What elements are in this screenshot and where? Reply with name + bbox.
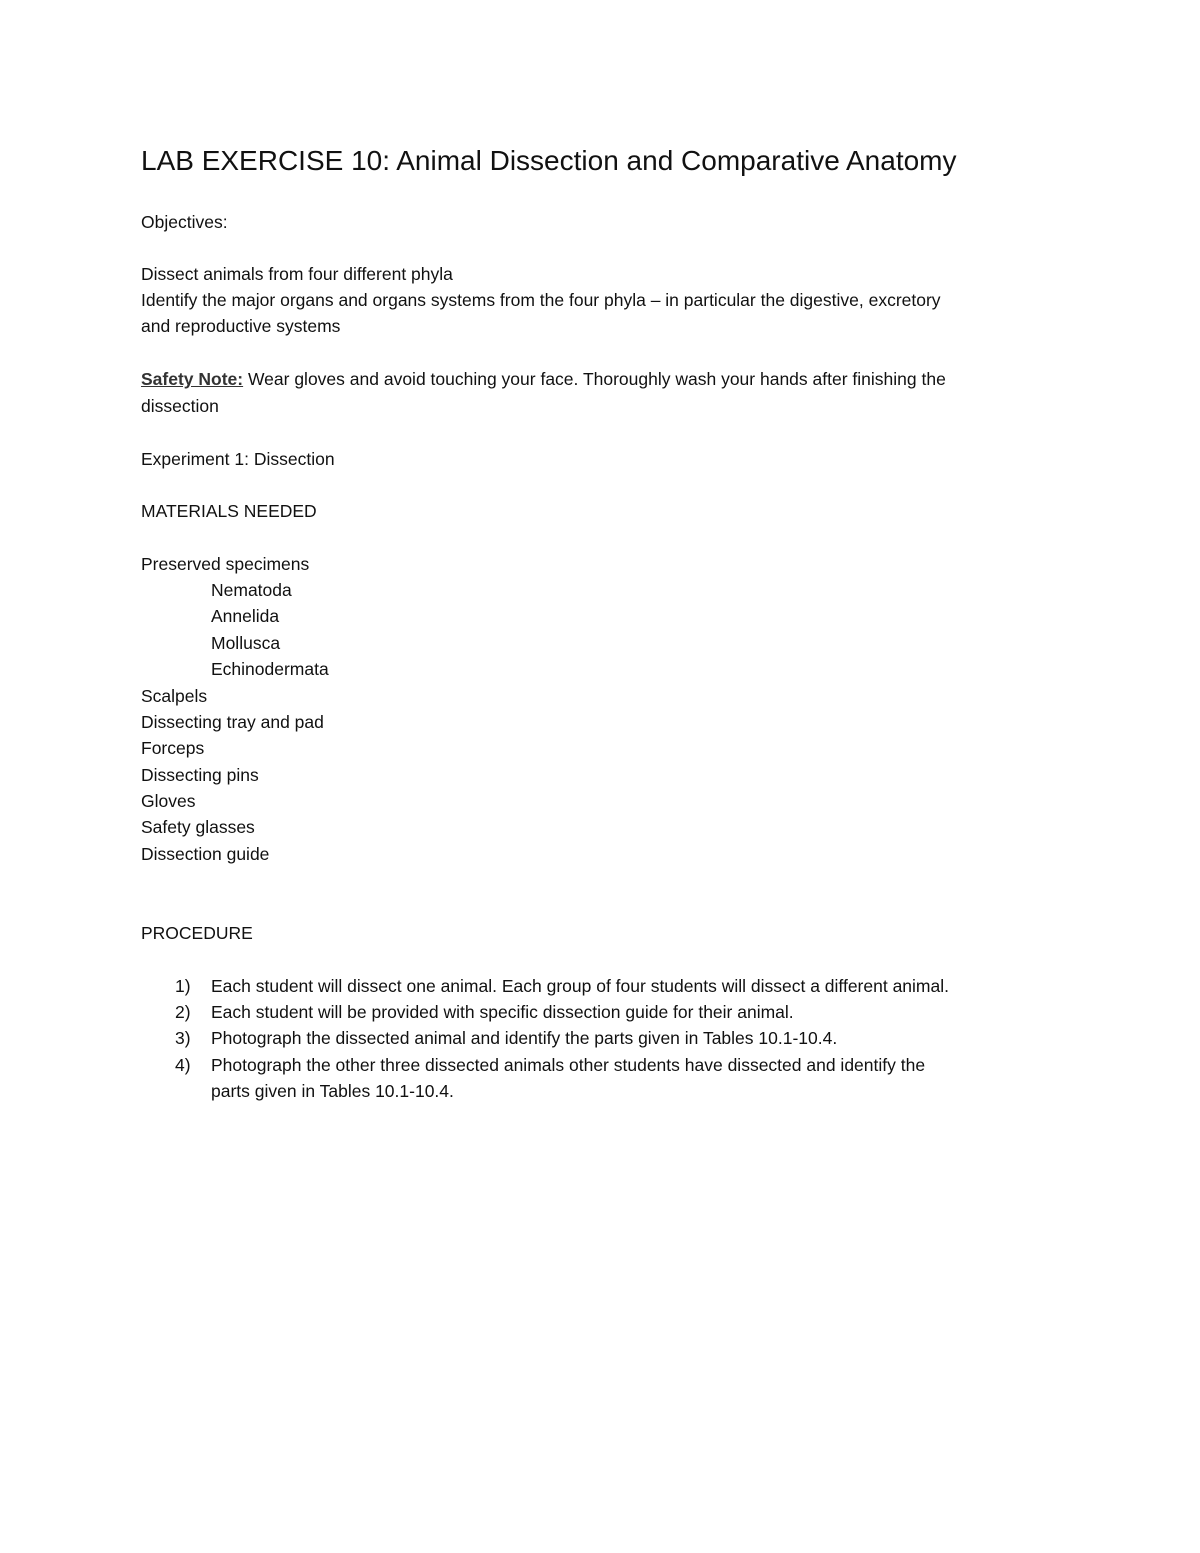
material-item: Dissecting tray and pad xyxy=(141,712,324,732)
safety-note xyxy=(141,366,946,392)
procedure-step-number: 4) xyxy=(175,1055,191,1075)
safety-note-label: Safety Note: xyxy=(141,369,244,389)
specimen-item: Mollusca xyxy=(211,633,281,653)
material-item: Dissection guide xyxy=(141,844,270,864)
procedure-step-text: Each student will be provided with specific dissection guide for their animal. xyxy=(211,1002,794,1022)
objective-item-continuation: and reproductive systems xyxy=(141,316,341,336)
procedure-step-number: 2) xyxy=(175,1002,191,1022)
material-item: Forceps xyxy=(141,738,205,758)
material-item: Dissecting pins xyxy=(141,765,259,785)
specimen-item: Echinodermata xyxy=(211,659,329,679)
materials-specimens-label: Preserved specimens xyxy=(141,554,310,574)
material-item: Scalpels xyxy=(141,686,208,706)
safety-note-text: Wear gloves and avoid touching your face. Thoroughly wash your hands after finishing the xyxy=(243,369,946,389)
material-item: Gloves xyxy=(141,791,196,811)
specimen-item: Nematoda xyxy=(211,580,292,600)
procedure-step-text: Each student will dissect one animal. Each group of four students will dissect a different animal. xyxy=(211,976,949,996)
objective-item: Identify the major organs and organs systems from the four phyla – in particular the digestive, excretory xyxy=(141,290,941,310)
procedure-step-text: Photograph the other three dissected animals other students have dissected and identify the xyxy=(211,1055,926,1075)
materials-heading: MATERIALS NEEDED xyxy=(141,501,317,521)
specimen-item: Annelida xyxy=(211,606,280,626)
objectives-heading: Objectives: xyxy=(141,212,228,232)
procedure-step-number: 1) xyxy=(175,976,191,996)
experiment-heading: Experiment 1: Dissection xyxy=(141,449,335,469)
safety-note-continuation: dissection xyxy=(141,396,219,416)
procedure-step-text: Photograph the dissected animal and identify the parts given in Tables 10.1-10.4. xyxy=(211,1028,838,1048)
page-title: LAB EXERCISE 10: Animal Dissection and Comparative Anatomy xyxy=(141,145,957,176)
procedure-step-number: 3) xyxy=(175,1028,191,1048)
procedure-heading: PROCEDURE xyxy=(141,923,253,943)
material-item: Safety glasses xyxy=(141,817,255,837)
objective-item: Dissect animals from four different phyla xyxy=(141,264,453,284)
procedure-step-text-continuation: parts given in Tables 10.1-10.4. xyxy=(211,1081,454,1101)
